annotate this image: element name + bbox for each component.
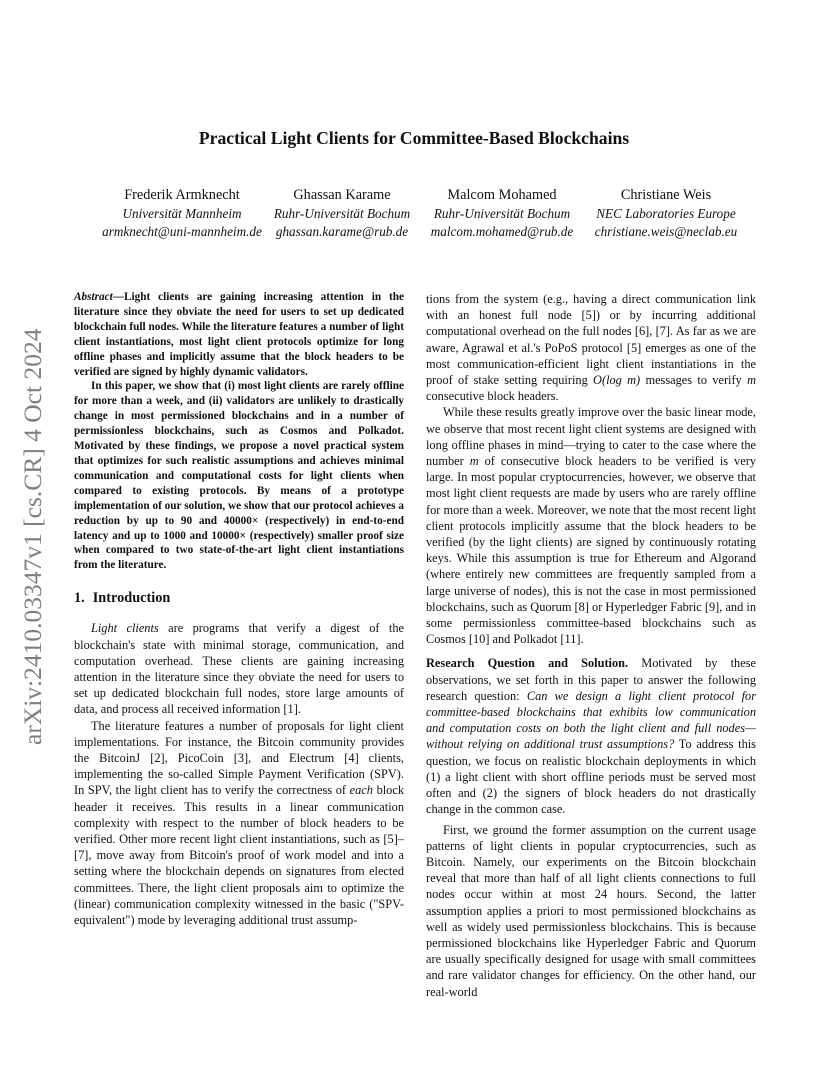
abstract-paragraph-1 xyxy=(74,290,404,379)
math-complexity: O(log m) xyxy=(593,373,641,388)
arxiv-stamp-box xyxy=(12,295,54,745)
author-4 xyxy=(581,186,751,240)
author-name: Frederik Armknecht xyxy=(124,187,240,203)
author-affiliation: NEC Laboratories Europe xyxy=(596,206,736,221)
author-email: ghassan.karame@rub.de xyxy=(275,223,409,239)
intro-text-2b: block header it receives. This results in a linear communication complexity with respect to the number of block headers to be verified. Other more recent light client instantiations, such as [5]–[7], move away from Bitcoin's proof of work model and into a setting where the blockchain depends on signatures from elected committees. There, the light client proposals aim to optimize the (linear) communication complexity witnessed in the basic ("SPV-equivalent") mode by leveraging additional trust assump- xyxy=(74,783,405,928)
right-text-2a: While these results greatly improve over the basic linear mode, we observe that most recent light client systems are designed with long offline phases in mind—trying to cater to the case where the number xyxy=(426,405,756,469)
author-affiliation: Ruhr-Universität Bochum xyxy=(433,206,571,221)
author-3 xyxy=(423,186,581,240)
author-1 xyxy=(82,186,282,240)
section-number: 1. xyxy=(74,590,85,607)
run-in-heading: Research Question and Solution. xyxy=(426,656,629,671)
intro-paragraph-1 xyxy=(74,620,404,717)
author-2 xyxy=(256,186,428,240)
abstract-text-1: —Light clients are gaining increasing attention in the literature since they obviate the need for users to set up dedicated blockchain full nodes. While the literature features a number of light client instantiations, most light client protocols optimize for long offline phases and implicitly assume that the block headers to be verified are signed by highly dynamic validators. xyxy=(74,291,404,378)
abstract xyxy=(74,290,404,573)
rq-text-a: Motivated by these observations, we set forth in this paper to answer the following research question: xyxy=(426,656,756,703)
abstract-paragraph-2: In this paper, we show that (i) most light clients are rarely offline for more than a week, and (ii) validators are unlikely to drastically change in most permissioned blockchains and in a number of permissionless blockchains, such as Cosmos and Polkadot. Motivated by these findings, we propose a novel practical system that optimizes for such realistic assumptions and achieves minimal communication and computational costs for light clients when compared to existing protocols. By means of a prototype implementation of our solution, we show that our protocol achieves a reduction by up to 90 and 40000× (respectively) in end-to-end latency and up to 1000 and 10000× (respectively) smaller proof size when compared to two state-of-the-art light client instantiations from the literature. xyxy=(74,380,404,572)
author-email: christiane.weis@neclab.eu xyxy=(594,223,738,239)
author-block xyxy=(0,186,828,246)
section-title: Introduction xyxy=(92,590,171,607)
author-name: Ghassan Karame xyxy=(293,187,391,203)
right-paragraph-1 xyxy=(426,291,756,404)
intro-paragraph-2 xyxy=(74,718,404,929)
section-heading-introduction xyxy=(74,590,404,606)
paper-title: Practical Light Clients for Committee-Based Blockchains xyxy=(198,128,630,148)
rq-text-b: To address this question, we focus on realistic blockchain deployments in which (1) a light client with short offline periods must be served most often and (2) the signers of block headers do not drastically change in the common case. xyxy=(426,737,756,817)
author-name: Malcom Mohamed xyxy=(447,187,557,203)
right-text-1b: messages to verify xyxy=(640,373,748,388)
emphasis-each: each xyxy=(349,783,373,798)
arxiv-stamp: arXiv:2410.03347v1 [cs.CR] 4 Oct 2024 xyxy=(18,328,47,745)
right-column xyxy=(426,291,756,1000)
right-text-2b: of consecutive block headers to be verified is very large. In most popular cryptocurrencies, however, we observe that most light client requests are made by users who are rarely offline for more than a week. Moreover, we note that the most recent light client protocols implicitly assume that the block headers to be verified (by the light clients) are signed by continuously rotating keys. While this assumption is true for Ethereum and Algorand (where entirely new committees are frequently sampled from a large universe of nodes), this is not the case in most permissioned blockchains, such as Quorum [8] or Hyperledger Fabric [9], and in some permissionless committee-based blockchains such as Cosmos [10] and Polkadot [11]. xyxy=(426,454,756,647)
author-email: armknecht@uni-mannheim.de xyxy=(102,223,262,239)
math-m: m xyxy=(469,454,479,469)
author-affiliation: Universität Mannheim xyxy=(122,206,242,221)
left-column xyxy=(74,290,404,928)
research-question: Can we design a light client protocol for committee-based blockchains that exhibits low communication and computation costs on both the light client and full nodes—without relying on additional trust assumptions? xyxy=(426,688,756,752)
author-name: Christiane Weis xyxy=(620,187,712,203)
right-text-1a: tions from the system (e.g., having a direct communication link with an honest full node [5]) or by incurring additional computational overhead on the full nodes [6], [7]. As far as we are aware, Agrawal et al.'s PoPoS protocol [5] emerges as one of the most communication-efficient light client instantiations in the proof of stake setting requiring xyxy=(426,292,756,388)
math-m: m xyxy=(747,373,756,388)
right-text-1c: consecutive block headers. xyxy=(426,389,559,404)
intro-text-2a: The literature features a number of proposals for light client implementations. For instance, the Bitcoin community provides the BitcoinJ [2], PicoCoin [3], and Electrum [4] clients, implementing the so-called Simple Payment Verification (SPV). In SPV, the light client has to verify the correctness of xyxy=(74,718,404,798)
emphasis-light-clients: Light clients xyxy=(91,621,159,636)
research-question-paragraph xyxy=(426,655,756,817)
author-email: malcom.mohamed@rub.de xyxy=(430,223,574,239)
abstract-label: Abstract xyxy=(74,291,113,303)
right-paragraph-4: First, we ground the former assumption on the current usage patterns of light clients in popular cryptocurrencies, such as Bitcoin. Namely, our experiments on the Bitcoin blockchain reveal that more than half of all light clients connections to full nodes occur within at most 24 hours. Second, the latter assumption applies a priori to most permissioned blockchains as well as widely used permissionless blockchains. This is because permissioned blockchains like Hyperledger Fabric and Quorum are usually specifically designed for usage with small committees and rare validator changes for efficiency. On the other hand, our real-world xyxy=(426,822,756,999)
intro-text-1: are programs that verify a digest of the blockchain's state with minimal storage, communication, and computation overhead. These clients are gaining increasing attention in the literature since they obviate the need for users to set up dedicated blockchain full nodes, store large amounts of data, and process all received information [1]. xyxy=(74,621,404,717)
right-paragraph-2 xyxy=(426,404,756,647)
author-affiliation: Ruhr-Universität Bochum xyxy=(273,206,411,221)
